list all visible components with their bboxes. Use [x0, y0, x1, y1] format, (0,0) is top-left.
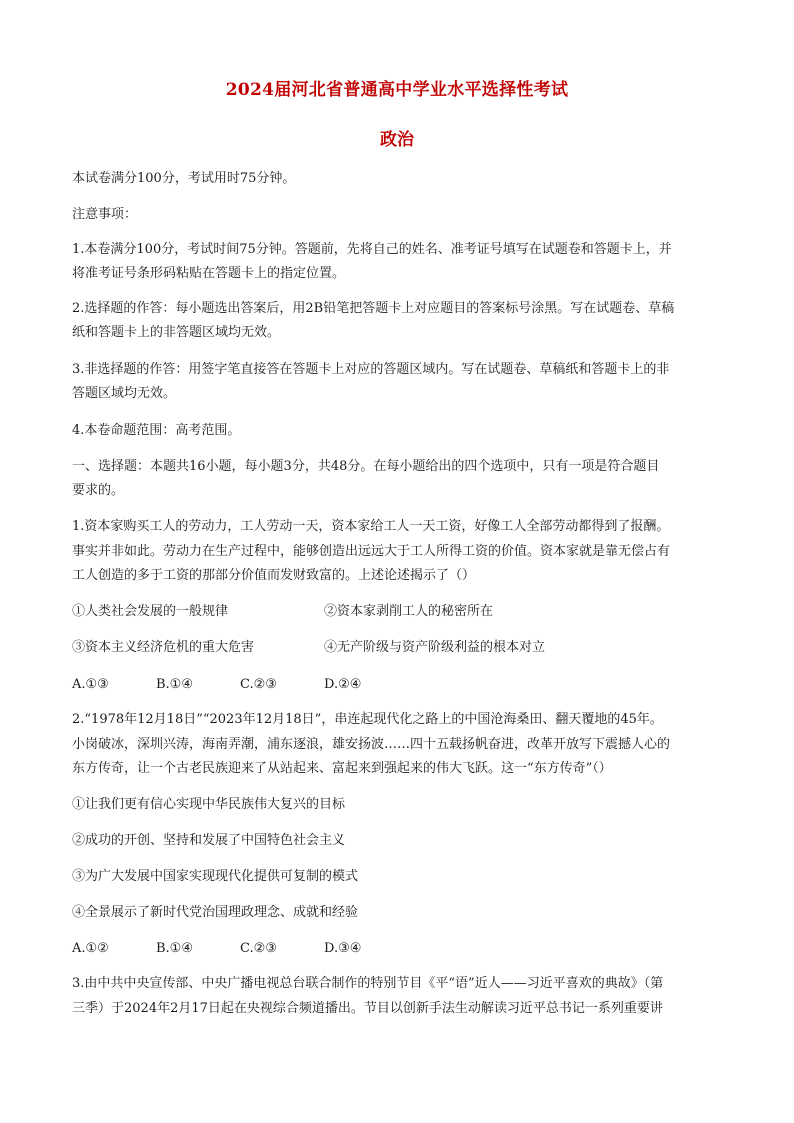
q2-choice-b: B.①④ [156, 941, 193, 956]
q1-stem-line-3: 工人创造的多于工资的那部分价值而发财致富的。上述论述揭示了（） [72, 568, 476, 583]
q1-stem-line-2: 事实并非如此。劳动力在生产过程中，能够创造出远远大于工人所得工资的价值。资本家就是靠无偿占有 [72, 544, 671, 559]
q2-statement-3: ③为广大发展中国家实现现代化提供可复制的模式 [72, 869, 359, 884]
section-line-2: 要求的。 [72, 483, 125, 498]
q1-choice-c: C.②③ [240, 677, 277, 692]
section-line-1: 一、选择题：本题共16小题，每小题3分，共48分。在每小题给出的四个选项中，只有一项是符合题目 [72, 459, 660, 474]
note-3-line-1: 3.非选择题的作答：用签字笔直接答在答题卡上对应的答题区域内。写在试题卷、草稿纸和答题卡上的非 [72, 362, 670, 377]
note-2-line-1: 2.选择题的作答：每小题选出答案后，用2B铅笔把答题卡上对应题目的答案标号涂黑。写在试题卷、草稿 [72, 301, 675, 316]
q1-choice-d: D.②④ [324, 677, 362, 692]
q2-statement-4: ④全景展示了新时代党治国理政理念、成就和经验 [72, 905, 359, 920]
score-line: 本试卷满分100分，考试用时75分钟。 [72, 171, 296, 186]
q1-choice-a: A.①③ [72, 677, 109, 692]
subject-title: 政治 [380, 130, 414, 150]
q2-statement-2: ②成功的开创、坚持和发展了中国特色社会主义 [72, 833, 346, 848]
q1-statement-3: ③资本主义经济危机的重大危害 [72, 640, 255, 655]
note-1-line-2: 将准考证号条形码粘贴在答题卡上的指定位置。 [72, 266, 346, 281]
note-2-line-2: 纸和答题卡上的非答题区域均无效。 [72, 325, 281, 340]
notice-heading: 注意事项： [72, 207, 138, 222]
q1-statement-1: ①人类社会发展的一般规律 [72, 604, 229, 619]
q2-stem-line-3: 东方传奇，让一个古老民族迎来了从站起来、富起来到强起来的伟大飞跃。这一“东方传奇”（） [72, 761, 612, 776]
q1-statement-2: ②资本家剥削工人的秘密所在 [324, 604, 494, 619]
exam-title: 2024届河北省普通高中学业水平选择性考试 [225, 80, 569, 100]
q2-statement-1: ①让我们更有信心实现中华民族伟大复兴的目标 [72, 797, 346, 812]
q1-choice-b: B.①④ [156, 677, 193, 692]
q2-choice-d: D.③④ [324, 941, 362, 956]
q1-stem-line-1: 1.资本家购买工人的劳动力，工人劳动一天，资本家给工人一天工资，好像工人全部劳动都得到了报酬。 [72, 519, 670, 534]
q2-stem-line-1: 2.“1978年12月18日”“2023年12月18日”，串连起现代化之路上的中国沧海桑田、翻天覆地的45年。 [72, 712, 663, 727]
q2-stem-line-2: 小岗破冰，深圳兴涛，海南弄潮，浦东逐浪，雄安扬波……四十五载扬帆奋进，改革开放写下震撼人心的 [72, 737, 671, 752]
note-1-line-1: 1.本卷满分100分，考试时间75分钟。答题前，先将自己的姓名、准考证号填写在试题卷和答题卡上，并 [72, 242, 672, 257]
q1-statement-4: ④无产阶级与资产阶级利益的根本对立 [324, 640, 546, 655]
q2-choice-a: A.①② [72, 941, 109, 956]
note-3-line-2: 答题区域均无效。 [72, 386, 177, 401]
note-4-line-1: 4.本卷命题范围：高考范围。 [72, 423, 241, 438]
q3-stem-line-2: 三季）于2024年2月17日起在央视综合频道播出。节目以创新手法生动解读习近平总书记一系列重要讲 [72, 1001, 663, 1016]
q3-stem-line-1: 3.由中共中央宣传部、中央广播电视总台联合制作的特别节目《平“语”近人——习近平喜欢的典故》（第 [72, 976, 664, 991]
q2-choice-c: C.②③ [240, 941, 277, 956]
